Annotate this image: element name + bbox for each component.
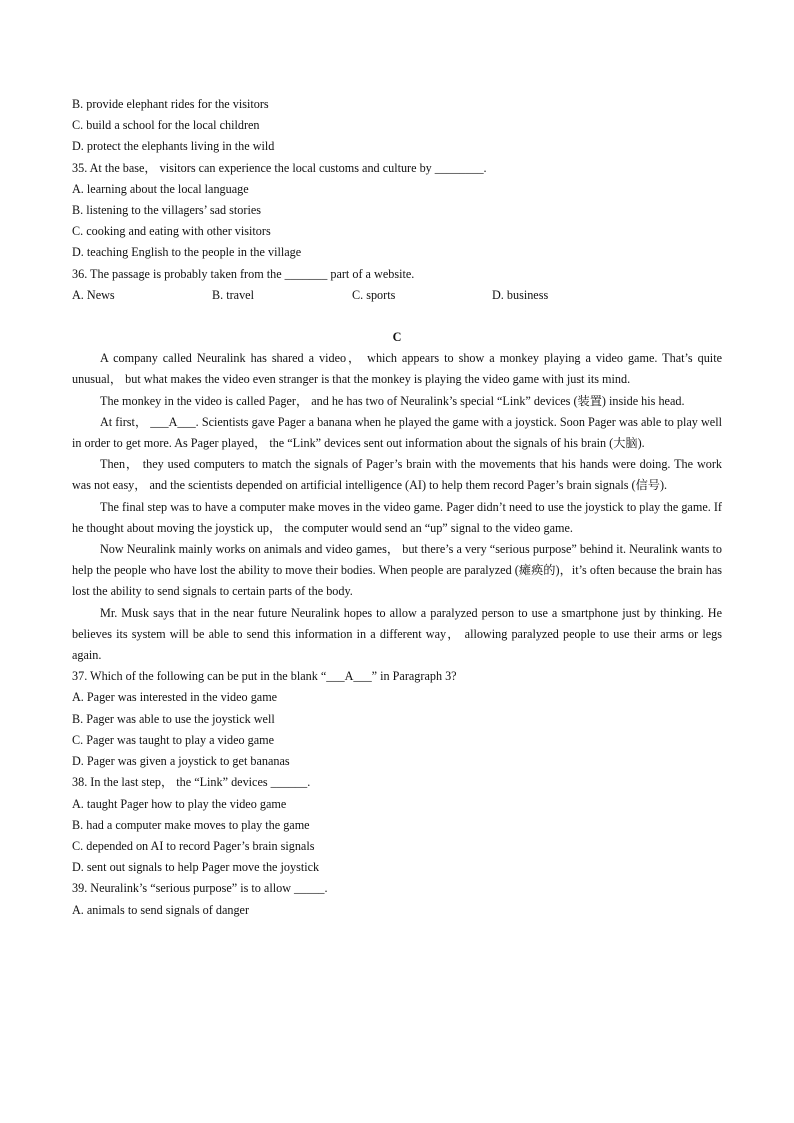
exam-page [72,94,722,921]
passage-paragraph: A company called Neuralink has shared a video， which appears to show a monkey playing a video game. That’s quite unusual， but what makes the video even stranger is that the monkey is playing the video game with just its mind. [72,351,722,387]
question-36: 36. The passage is probably taken from the _______ part of a website. [72,266,415,281]
passage-paragraph: The final step was to have a computer make moves in the video game. Pager didn’t need to use the joystick to play the game. If he thought about moving the joystick up， the computer would send an “up” signal to the video game. [72,499,722,535]
passage-paragraph: At first， ___A___. Scientists gave Pager a banana when he played the game with a joystick. Soon Pager was able to play well in order to get more. As Pager played， the “Link” devices sent out information about the signals of his brain (大脑). [72,414,722,451]
question-35: 35. At the base， visitors can experience the local customs and culture by ________. [72,160,487,175]
option-line: B. provide elephant rides for the visitors [72,97,269,111]
question-36-options [72,285,722,306]
option-a: A. News [72,287,115,302]
option-line: A. animals to send signals of danger [72,902,250,917]
passage-paragraph: Then， they used computers to match the signals of Pager’s brain with the movements that his hands were doing. The work was not easy， and the scientists depended on artificial intelligence (AI) to help them record Pager’s brain signals (信号). [72,457,722,493]
option-line: D. protect the elephants living in the wild [72,139,275,154]
option-line: D. sent out signals to help Pager move the joystick [72,860,320,875]
option-line: A. Pager was interested in the video game [72,690,278,705]
option-line: C. cooking and eating with other visitors [72,224,271,239]
passage-paragraph: Now Neuralink mainly works on animals and video games， but there’s a very “serious purpose” behind it. Neuralink wants to help the people who have lost the ability to move their bodies. When people are paralyzed (瘫痪的)，it’s often because the brain has lost the ability to send signals to certain parts of the body. [72,542,722,599]
option-line: C. Pager was taught to play a video game [72,732,275,747]
option-line: C. depended on AI to record Pager’s brain signals [72,838,315,853]
passage-paragraph: Mr. Musk says that in the near future Neuralink hopes to allow a paralyzed person to use a smartphone just by thinking. He believes its system will be able to send this information in a different way， allowing paralyzed people to use their arms or legs again. [72,605,722,663]
option-c: C. sports [352,287,396,302]
option-line: A. learning about the local language [72,181,249,196]
question-39: 39. Neuralink’s “serious purpose” is to allow _____. [72,881,328,896]
option-line: C. build a school for the local children [72,118,260,133]
question-37: 37. Which of the following can be put in the blank “___A___” in Paragraph 3? [72,669,457,684]
option-line: D. Pager was given a joystick to get bananas [72,754,290,769]
option-line: B. had a computer make moves to play the game [72,817,310,832]
option-line: A. taught Pager how to play the video game [72,796,287,811]
option-line: D. teaching English to the people in the village [72,245,302,260]
option-line: B. Pager was able to use the joystick well [72,711,275,726]
option-b: B. travel [212,287,254,302]
question-38: 38. In the last step， the “Link” devices ______. [72,775,311,790]
option-line: B. listening to the villagers’ sad stories [72,203,261,218]
option-d: D. business [492,287,549,302]
section-title: C [392,330,402,345]
passage-paragraph: The monkey in the video is called Pager， and he has two of Neuralink’s special “Link” devices (装置) inside his head. [100,393,685,408]
